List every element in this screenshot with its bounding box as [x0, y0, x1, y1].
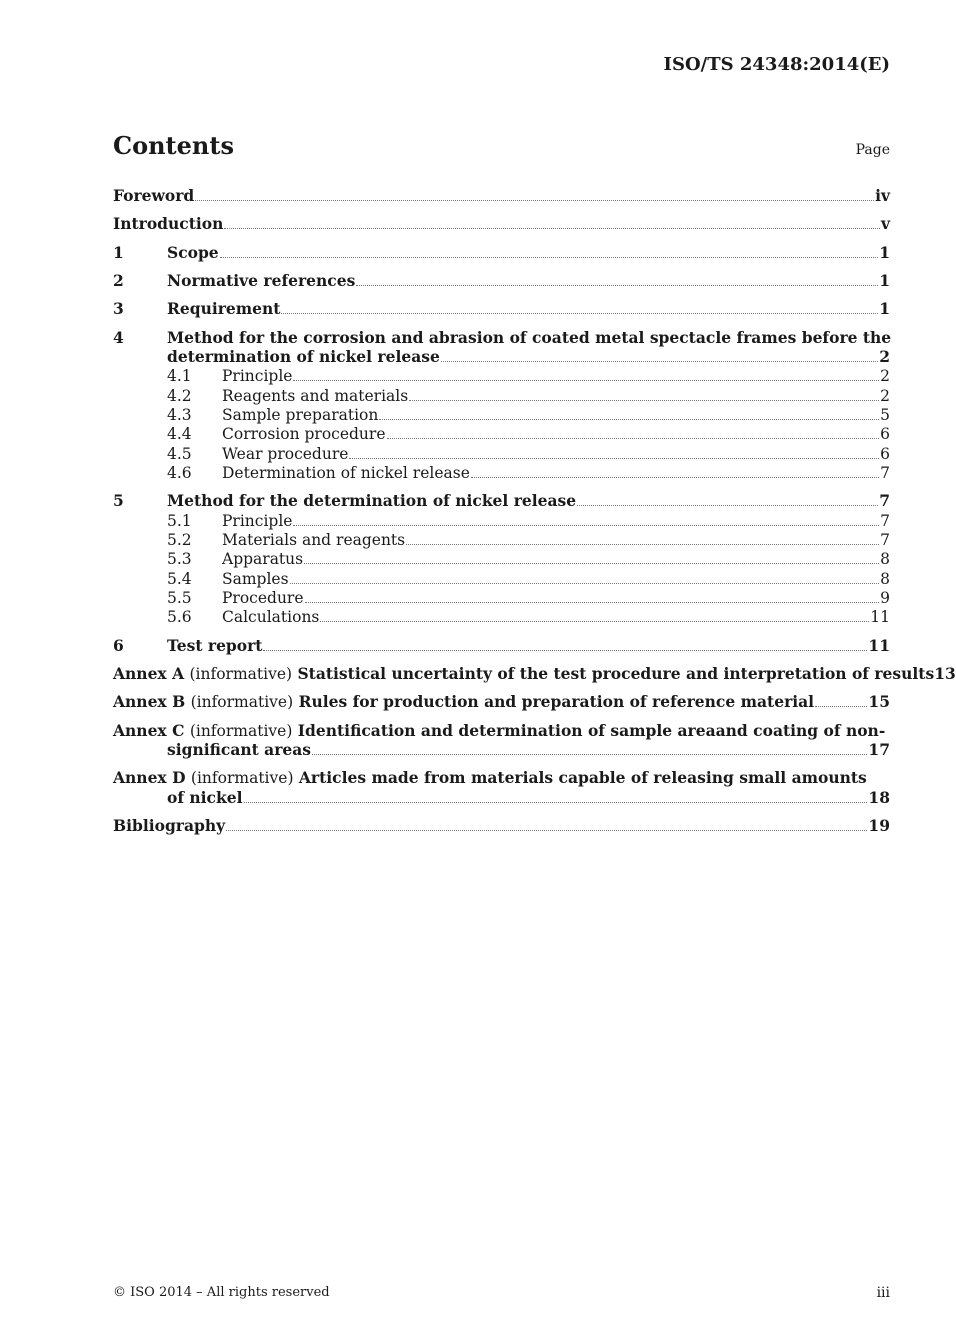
toc-entry-5-4[interactable] [167, 569, 890, 589]
dot-leader [356, 284, 878, 286]
toc-entry-5-3[interactable] [167, 549, 890, 569]
toc-section-number: 4.4 [167, 425, 192, 443]
dot-leader [195, 199, 874, 201]
toc-entry-text: determination of nickel release [167, 347, 440, 366]
footer-page-number: iii [876, 1285, 890, 1301]
toc-entry-4-2[interactable] [167, 386, 890, 406]
toc-entry-text: Materials and reagents [222, 531, 406, 549]
toc-page-number: 6 [880, 445, 890, 463]
toc-page-number: 8 [880, 570, 890, 588]
toc-entry-requirement[interactable] [113, 299, 890, 319]
annex-type: (informative) [190, 769, 294, 787]
page-column-label: Page [855, 142, 890, 158]
annex-label: Annex B [113, 692, 186, 711]
toc-entry-annex-d-line1[interactable] [113, 768, 890, 788]
annex-type: (informative) [190, 693, 294, 711]
toc-page-number: 1 [879, 299, 890, 318]
annex-title: significant areas [167, 740, 312, 759]
toc-entry-text: Procedure [222, 589, 304, 607]
toc-entry-text: Principle [222, 367, 293, 385]
annex-title: Rules for production and preparation of reference material [298, 692, 815, 711]
toc-entry-annex-d-line2[interactable] [167, 788, 890, 808]
toc-page-number: 11 [870, 608, 890, 626]
contents-title: Contents [113, 131, 234, 160]
toc-section-number: 5 [113, 491, 124, 510]
toc-entry-text: Corrosion procedure [222, 425, 386, 443]
toc-entry-scope[interactable] [113, 243, 890, 263]
dot-leader [244, 801, 868, 803]
toc-entry-text: Scope [167, 243, 219, 262]
toc-section-number: 4.6 [167, 464, 192, 482]
toc-page-number: 7 [879, 491, 890, 510]
toc-entry-text: Method for the determination of nickel release [167, 491, 577, 510]
toc-entry-5-1[interactable] [167, 511, 890, 531]
toc-page-number: 11 [868, 636, 890, 655]
toc-entry-text: Wear procedure [222, 445, 349, 463]
toc-section-number: 6 [113, 636, 124, 655]
toc-entry-text: Calculations [222, 608, 320, 626]
toc-section-number: 5.6 [167, 608, 192, 626]
annex-type: (informative) [189, 722, 293, 740]
toc-page-number: 8 [880, 550, 890, 568]
toc-page-number: v [880, 214, 890, 233]
toc-entry-introduction[interactable] [113, 214, 890, 234]
toc-section-number: 4.5 [167, 445, 192, 463]
toc-entry-text: Sample preparation [222, 406, 379, 424]
toc-entry-text: Normative references [167, 271, 356, 290]
toc-entry-text: Introduction [113, 214, 224, 233]
dot-leader [293, 379, 879, 381]
toc-section-number: 2 [113, 271, 124, 290]
toc-entry-section-4-line2[interactable] [167, 347, 890, 367]
dot-leader [312, 753, 867, 755]
toc-section-number: 5.4 [167, 570, 192, 588]
toc-page-number: 2 [880, 367, 890, 385]
dot-leader [387, 437, 880, 439]
dot-leader [304, 562, 879, 564]
dot-leader [290, 582, 880, 584]
toc-entry-4-5[interactable] [167, 444, 890, 464]
dot-leader [305, 601, 880, 603]
toc-entry-annex-b[interactable] [113, 692, 890, 712]
contents-heading [113, 131, 890, 163]
toc-entry-annex-c-line2[interactable] [167, 740, 890, 760]
toc-section-number: 5.3 [167, 550, 192, 568]
toc-entry-text: Requirement [167, 299, 281, 318]
dot-leader [471, 476, 879, 478]
toc-entry-5-6[interactable] [167, 607, 890, 627]
dot-leader [349, 457, 879, 459]
dot-leader [577, 504, 878, 506]
toc-page-number: 7 [880, 464, 890, 482]
toc-section-number: 4.1 [167, 367, 192, 385]
dot-leader [441, 360, 878, 362]
toc-page-number: 2 [879, 347, 890, 366]
toc-entry-section-4-line1[interactable] [113, 328, 890, 348]
toc-entry-text: Test report [167, 636, 263, 655]
copyright-notice: © ISO 2014 – All rights reserved [113, 1285, 330, 1300]
toc-entry-foreword[interactable] [113, 186, 890, 206]
toc-page-number: 1 [879, 271, 890, 290]
toc-entry-section-5[interactable] [113, 491, 890, 511]
toc-section-number: 3 [113, 299, 124, 318]
dot-leader [263, 649, 867, 651]
dot-leader [226, 829, 867, 831]
annex-title: Articles made from materials capable of releasing small amounts [298, 768, 867, 787]
toc-entry-4-4[interactable] [167, 424, 890, 444]
toc-section-number: 1 [113, 243, 124, 262]
toc-page-number: 6 [880, 425, 890, 443]
toc-entry-text: Principle [222, 512, 293, 530]
toc-entry-4-6[interactable] [167, 463, 890, 483]
toc-section-number: 5.1 [167, 512, 192, 530]
toc-page-number: iv [875, 186, 890, 205]
dot-leader [379, 418, 879, 420]
dot-leader [815, 705, 867, 707]
toc-page-number: 1 [879, 243, 890, 262]
dot-leader [409, 399, 879, 401]
annex-label: Annex D [113, 768, 186, 787]
toc-section-number: 4 [113, 328, 124, 347]
toc-page-number: 9 [880, 589, 890, 607]
toc-page-number: 19 [868, 816, 890, 835]
annex-label: Annex A [113, 664, 185, 683]
toc-entry-5-5[interactable] [167, 588, 890, 608]
toc-page-number: 7 [880, 531, 890, 549]
toc-page-number: 13 [934, 664, 956, 683]
toc-entry-text: Apparatus [222, 550, 304, 568]
dot-leader [320, 620, 869, 622]
toc-entry-text: Samples [222, 570, 289, 588]
toc-section-number: 5.5 [167, 589, 192, 607]
dot-leader [220, 256, 879, 258]
toc-page-number: 2 [880, 387, 890, 405]
toc-entry-text: Determination of nickel release [222, 464, 470, 482]
annex-title: Statistical uncertainty of the test procedure and interpretation of results [297, 664, 935, 683]
toc-entry-4-3[interactable] [167, 405, 890, 425]
toc-page-number: 17 [868, 740, 890, 759]
toc-page-number: 15 [868, 692, 890, 711]
toc-entry-test-report[interactable] [113, 636, 890, 656]
toc-section-number: 5.2 [167, 531, 192, 549]
annex-type: (informative) [189, 665, 293, 683]
annex-label: Annex C [113, 721, 185, 740]
annex-title: of nickel [167, 788, 243, 807]
toc-entry-text: Foreword [113, 186, 195, 205]
toc-entry-4-1[interactable] [167, 366, 890, 386]
toc-entry-normative-references[interactable] [113, 271, 890, 291]
toc-section-number: 4.3 [167, 406, 192, 424]
toc-entry-annex-a[interactable] [113, 664, 956, 684]
toc-entry-5-2[interactable] [167, 530, 890, 550]
toc-section-number: 4.2 [167, 387, 192, 405]
document-id: ISO/TS 24348:2014(E) [663, 54, 890, 75]
toc-page-number: 18 [868, 788, 890, 807]
toc-entry-text: Bibliography [113, 816, 226, 835]
toc-entry-text: Reagents and materials [222, 387, 409, 405]
dot-leader [293, 524, 879, 526]
toc-page-number: 7 [880, 512, 890, 530]
annex-title: Identification and determination of sample areaand coating of non- [297, 721, 886, 740]
toc-entry-annex-c-line1[interactable] [113, 721, 890, 741]
dot-leader [224, 227, 880, 229]
dot-leader [406, 543, 879, 545]
toc-page-number: 5 [880, 406, 890, 424]
toc-entry-bibliography[interactable] [113, 816, 890, 836]
dot-leader [281, 312, 878, 314]
toc-entry-text: Method for the corrosion and abrasion of coated metal spectacle frames before the [167, 328, 892, 347]
